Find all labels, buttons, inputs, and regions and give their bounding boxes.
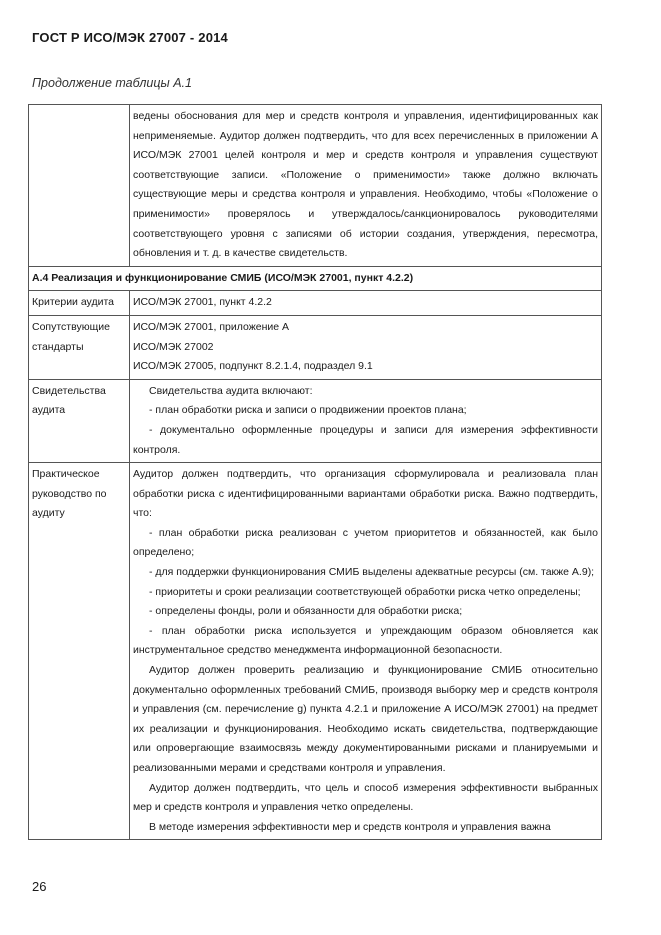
guidance-paragraph: - определены фонды, роли и обязанности для обработки риска;: [149, 605, 463, 618]
related-standards-value: [130, 315, 602, 379]
related-standard-line: ИСО/МЭК 27005, подпункт 8.2.1.4, подраздел 9.1: [133, 360, 373, 373]
evidence-label: Свидетельства аудита: [29, 379, 130, 462]
evidence-line: Свидетельства аудита включают:: [149, 384, 313, 397]
related-standard-line: ИСО/МЭК 27002: [133, 340, 214, 353]
guidance-paragraph: - план обработки риска используется и упреждающим образом обновляется как инструментальное средство менеджмента информационной безопасности.: [133, 624, 598, 657]
guidance-value: [130, 463, 602, 840]
statement-of-applicability-text: ведены обоснования для мер и средств контроля и управления, идентифицированных как неприменяемые. Аудитор должен подтвердить, что для всех перечисленных в приложении А ИСО/МЭК 27001 целей контроля и мер и средств контроля и управления существуют соответствующие записи. «Положение о применимости» также должно включать существующие меры и средства контроля и управления. Необходимо, чтобы «Положение о применимости» проверялось и утверждалось/санкционировалось руководителями соответствующего уровня с записями об истории создания, утверждения, пересмотра, обновления и т. д. в качестве свидетельств.: [130, 105, 602, 267]
table-cell-empty: [29, 105, 130, 267]
guidance-paragraph: - приоритеты и сроки реализации соответствующей обработки риска четко определены;: [149, 585, 581, 598]
evidence-value: [130, 379, 602, 462]
requirements-table: [28, 104, 602, 840]
document-header: ГОСТ Р ИСО/МЭК 27007 - 2014: [32, 30, 228, 45]
related-standards-label: Сопутствующие стандарты: [29, 315, 130, 379]
guidance-paragraph: - для поддержки функционирования СМИБ выделены адекватные ресурсы (см. также А.9);: [149, 566, 595, 579]
guidance-label: Практическое руководство по аудиту: [29, 463, 130, 840]
guidance-paragraph: Аудитор должен подтвердить, что цель и способ измерения эффективности выбранных мер и средств контроля и управления четко определены.: [133, 781, 598, 814]
table-row: [29, 291, 602, 316]
table-row: [29, 105, 602, 267]
section-row: [29, 266, 602, 291]
evidence-line: - план обработки риска и записи о продвижении проектов плана;: [149, 404, 467, 417]
criteria-value: ИСО/МЭК 27001, пункт 4.2.2: [130, 291, 602, 316]
guidance-paragraph: Аудитор должен подтвердить, что организация сформулировала и реализовала план обработки риска с идентифицированными вариантами обработки риска. Важно подтвердить, что:: [133, 468, 598, 520]
criteria-label: Критерии аудита: [29, 291, 130, 316]
guidance-paragraph: Аудитор должен проверить реализацию и функционирование СМИБ относительно документально оформленных требований СМИБ, производя выборку мер и средств контроля и управления (см. перечисление g) пункта 4.2.1 и приложение А ИСО/МЭК 27001) на предмет их реализации и функционирования. Необходимо искать свидетельства, подтверждающие или опровергающие взаимосвязь между документированными рисками и планируемыми и реализованными мерами и средствами контроля и управления.: [133, 664, 598, 774]
table-row: [29, 463, 602, 840]
guidance-paragraph: - план обработки риска реализован с учетом приоритетов и обязанностей, как было определено;: [133, 526, 598, 559]
page-number: 26: [32, 879, 47, 894]
table-row: [29, 315, 602, 379]
evidence-line: - документально оформленные процедуры и записи для измерения эффективности контроля.: [133, 423, 598, 456]
table-continuation-caption: Продолжение таблицы А.1: [32, 76, 192, 90]
guidance-paragraph: В методе измерения эффективности мер и средств контроля и управления важна: [149, 820, 551, 833]
section-heading: А.4 Реализация и функционирование СМИБ (ИСО/МЭК 27001, пункт 4.2.2): [29, 266, 602, 291]
table-row: [29, 379, 602, 462]
related-standard-line: ИСО/МЭК 27001, приложение А: [133, 320, 289, 333]
